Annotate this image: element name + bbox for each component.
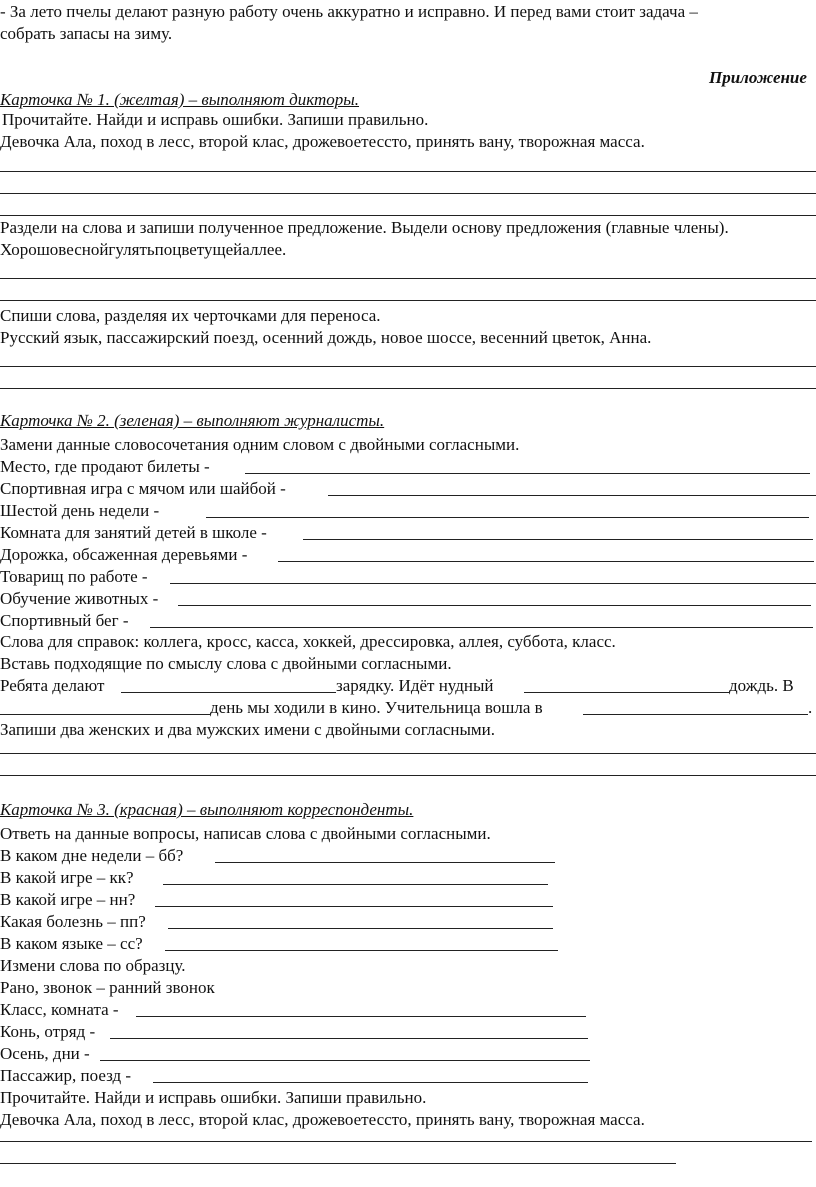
answer-line[interactable] (328, 495, 816, 496)
card-3-question: В каком дне недели – бб? (0, 846, 184, 865)
card-3-task-3-text: Девочка Ала, поход в лесс, второй клас, дрожевоетессто, принять вану, творожная масса. (0, 1110, 645, 1129)
card-3-question: В каком языке – сс? (0, 934, 143, 953)
answer-line[interactable] (245, 473, 810, 474)
answer-line[interactable] (136, 1016, 586, 1017)
card-1-task-3-instruction: Спиши слова, разделяя их черточками для переноса. (0, 306, 381, 325)
answer-line[interactable] (153, 1082, 588, 1083)
card-3-change-item: Пассажир, поезд - (0, 1066, 132, 1085)
appendix-label: Приложение (709, 68, 807, 87)
answer-line[interactable] (524, 692, 729, 693)
answer-line[interactable] (0, 388, 816, 389)
card-2-item: Товарищ по работе - (0, 567, 148, 586)
card-3-change-item: Конь, отряд - (0, 1022, 96, 1041)
card-1-title: Карточка № 1. (желтая) – выполняют дикторы. (0, 90, 360, 109)
card-3-example: Рано, звонок – ранний звонок (0, 978, 215, 997)
card-2-title: Карточка № 2. (зеленая) – выполняют журналисты. (0, 411, 385, 430)
answer-line[interactable] (278, 561, 814, 562)
answer-line[interactable] (583, 714, 808, 715)
card-2-reference-words: Слова для справок: коллега, кросс, касса, хоккей, дрессировка, аллея, суббота, класс. (0, 632, 616, 651)
fill-text: дождь. В (729, 676, 794, 695)
card-2-task-3-instruction: Запиши два женских и два мужских имени с двойными согласными. (0, 720, 496, 739)
card-1-task-2-instruction: Раздели на слова и запиши полученное предложение. Выдели основу предложения (главные члены). (0, 218, 729, 237)
card-2-item: Место, где продают билеты - (0, 457, 210, 476)
fill-text: день мы ходили в кино. Учительница вошла в (210, 698, 543, 717)
card-1-task-1-instruction: Прочитайте. Найди и исправь ошибки. Запиши правильно. (2, 110, 429, 129)
answer-line[interactable] (0, 714, 210, 715)
answer-line[interactable] (110, 1038, 588, 1039)
card-2-item: Дорожка, обсаженная деревьями - (0, 545, 248, 564)
answer-line[interactable] (0, 278, 816, 279)
card-3-question: В какой игре – нн? (0, 890, 136, 909)
answer-line[interactable] (0, 193, 816, 194)
intro-line-2: собрать запасы на зиму. (0, 24, 173, 43)
card-2-task-1-instruction: Замени данные словосочетания одним словом с двойными согласными. (0, 435, 520, 454)
card-3-change-item: Осень, дни - (0, 1044, 90, 1063)
card-1-task-3-text: Русский язык, пассажирский поезд, осенний дождь, новое шоссе, весенний цветок, Анна. (0, 328, 652, 347)
card-2-item: Спортивный бег - (0, 611, 129, 630)
answer-line[interactable] (0, 300, 816, 301)
card-3-question: Какая болезнь – пп? (0, 912, 146, 931)
answer-line[interactable] (215, 862, 555, 863)
answer-line[interactable] (303, 539, 813, 540)
answer-line[interactable] (165, 950, 558, 951)
intro-line-1: - За лето пчелы делают разную работу очень аккуратно и исправно. И перед вами стоит задача – (0, 2, 698, 21)
answer-line[interactable] (100, 1060, 590, 1061)
card-2-item: Шестой день недели - (0, 501, 160, 520)
answer-line[interactable] (150, 627, 813, 628)
answer-line[interactable] (0, 215, 816, 216)
card-3-task-3-instruction: Прочитайте. Найди и исправь ошибки. Запиши правильно. (0, 1088, 427, 1107)
card-3-title: Карточка № 3. (красная) – выполняют корреспонденты. (0, 800, 414, 819)
card-2-task-2-instruction: Вставь подходящие по смыслу слова с двойными согласными. (0, 654, 452, 673)
answer-line[interactable] (178, 605, 811, 606)
answer-line[interactable] (170, 583, 816, 584)
card-3-task-2-instruction: Измени слова по образцу. (0, 956, 186, 975)
fill-text: Ребята делают (0, 676, 105, 695)
card-2-item: Комната для занятий детей в школе - (0, 523, 267, 542)
answer-line[interactable] (163, 884, 548, 885)
card-3-question: В какой игре – кк? (0, 868, 134, 887)
card-2-item: Спортивная игра с мячом или шайбой - (0, 479, 286, 498)
answer-line[interactable] (0, 1163, 676, 1164)
fill-text: зарядку. Идёт нудный (336, 676, 494, 695)
answer-line[interactable] (0, 753, 816, 754)
card-1-task-1-text: Девочка Ала, поход в лесс, второй клас, дрожевоетессто, принять вану, творожная масса. (0, 132, 645, 151)
answer-line[interactable] (206, 517, 809, 518)
card-3-task-1-instruction: Ответь на данные вопросы, написав слова с двойными согласными. (0, 824, 491, 843)
answer-line[interactable] (0, 1141, 812, 1142)
answer-line[interactable] (121, 692, 336, 693)
card-3-change-item: Класс, комната - (0, 1000, 119, 1019)
answer-line[interactable] (0, 171, 816, 172)
answer-line[interactable] (168, 928, 553, 929)
card-1-task-2-text: Хорошовеснойгулятьпоцветущейаллее. (0, 240, 287, 259)
answer-line[interactable] (0, 775, 816, 776)
answer-line[interactable] (0, 366, 816, 367)
answer-line[interactable] (155, 906, 553, 907)
fill-text: . (808, 698, 813, 717)
card-2-item: Обучение животных - (0, 589, 159, 608)
